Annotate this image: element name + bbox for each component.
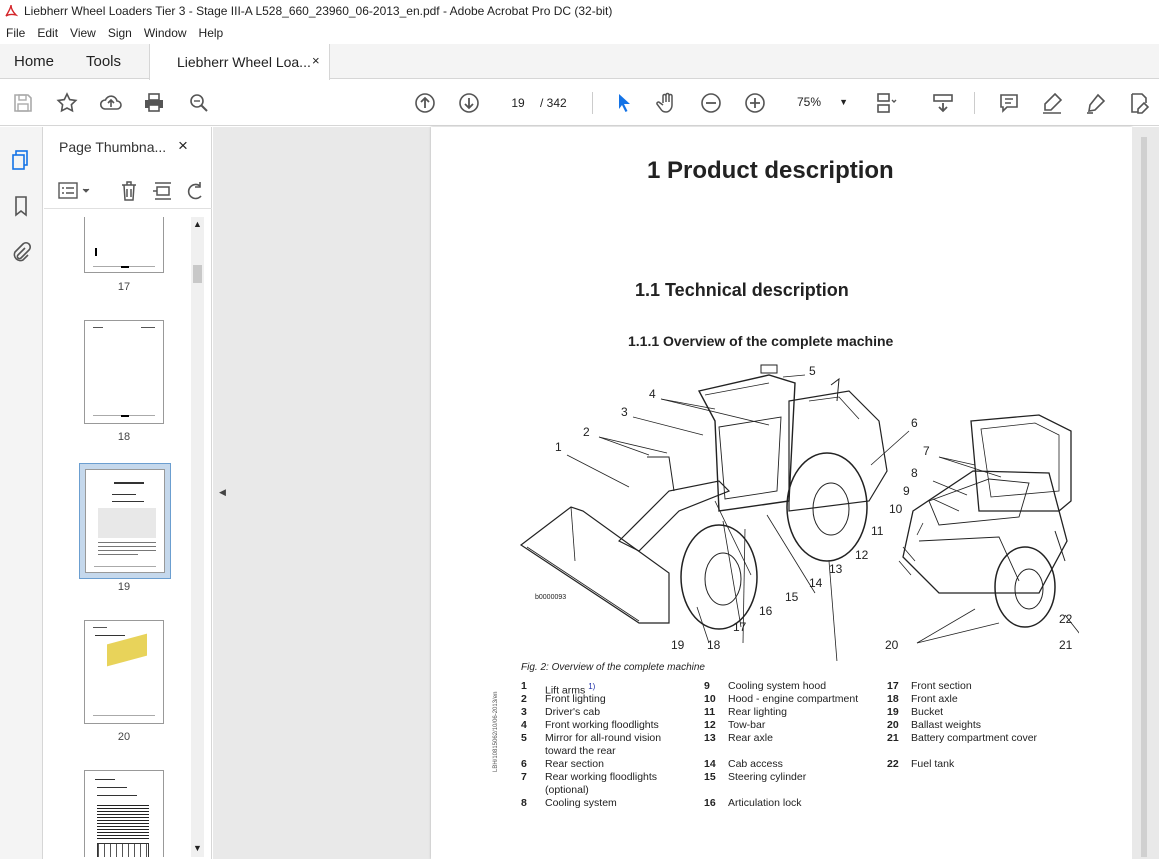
legend-item: 2 Front lighting [521,693,606,705]
previous-page-icon[interactable] [413,91,437,115]
legend-item: 6 Rear section [521,758,604,770]
document-side-code: LBH/10815062/10/06-2013/en [493,691,499,772]
page-display-icon[interactable] [874,91,898,115]
heading-1: 1 Product description [647,157,894,184]
callout-number: 2 [583,425,590,439]
scroll-down-icon[interactable]: ▼ [193,843,202,853]
hand-tool-icon[interactable] [655,91,679,115]
legend-item: 7 Rear working floodlights (optional) [521,771,658,796]
callout-number: 12 [855,548,869,562]
legend-item: 18 Front axle [887,693,958,705]
page-thumbnails-icon[interactable] [10,149,32,171]
callout-number: 19 [671,638,685,652]
heading-3: 1.1.1 Overview of the complete machine [628,333,894,349]
callout-number: 4 [649,387,656,401]
menu-view[interactable]: View [70,26,96,40]
callout-number: 15 [785,590,799,604]
tab-bar [0,44,1159,79]
toolbar-divider [974,92,975,114]
callout-number: 17 [733,620,747,634]
zoom-out-icon[interactable] [699,91,723,115]
upload-cloud-icon[interactable] [99,91,123,115]
thumbnail-page[interactable] [84,217,164,273]
next-page-icon[interactable] [457,91,481,115]
callout-number: 9 [903,484,910,498]
legend-item: 9 Cooling system hood [704,680,827,692]
legend-item: 8 Cooling system [521,797,617,809]
toolbar [0,80,1159,126]
collapse-panel-handle[interactable] [213,127,232,859]
thumbnail-page-number: 18 [117,431,131,443]
legend-item: 13 Rear axle [704,732,773,744]
page-number-input[interactable]: 19 [501,92,535,114]
menu-bar [0,22,1159,44]
zoom-level-value: 75% [797,95,822,109]
menu-sign[interactable]: Sign [107,26,132,40]
print-icon[interactable] [142,91,166,115]
panel-toolbar [44,173,212,209]
bookmark-icon[interactable] [10,195,32,217]
callout-number: 5 [809,364,816,378]
legend-item: 14 Cab access [704,758,783,770]
callout-number: 14 [809,576,823,590]
insert-pages-icon[interactable] [152,180,174,202]
pdf-page [431,127,1132,859]
callout-number: 7 [923,444,930,458]
tab-document-label: Liebherr Wheel Loa... [177,54,311,70]
callout-number: 6 [911,416,918,430]
close-tab-icon[interactable]: × [312,53,320,68]
heading-2: 1.1 Technical description [635,280,849,300]
legend-item: 3 Driver's cab [521,706,601,718]
sign-pen-icon[interactable] [1084,91,1108,115]
tab-home[interactable]: Home [14,53,55,70]
callout-number: 13 [829,562,843,576]
options-menu-icon[interactable] [58,181,92,201]
document-area [232,127,1159,859]
trash-icon[interactable] [119,180,139,202]
thumbnail-page[interactable] [84,320,164,424]
figure-caption: Fig. 2: Overview of the complete machine [521,662,705,673]
thumbnail-preview [85,469,165,573]
edit-pdf-icon[interactable] [1127,91,1151,115]
callout-number: 8 [911,466,918,480]
thumbnail-page-number: 20 [117,731,131,743]
close-panel-icon[interactable]: × [178,136,188,155]
comment-icon[interactable] [997,91,1021,115]
zoom-level-select[interactable] [790,92,854,114]
legend-item: 11 Rear lighting [704,706,787,718]
callout-number: 22 [1059,612,1073,626]
callout-number: 1 [555,440,562,454]
document-scrollbar[interactable] [1132,127,1159,859]
scroll-mode-icon[interactable] [931,91,955,115]
thumbnail-list [44,217,190,857]
collapse-left-icon: ◀ [219,487,226,497]
legend-item: 5 Mirror for all-round vision toward the rear [521,732,662,757]
thumbnail-page-selected[interactable] [79,463,171,579]
zoom-search-icon[interactable] [187,91,211,115]
callout-number: 11 [871,524,884,538]
acrobat-logo-icon [4,4,18,18]
thumbnail-scrollbar[interactable] [191,217,204,857]
legend-item: 10 Hood - engine compartment [704,693,859,705]
scrollbar-thumb[interactable] [193,265,202,283]
wheel-loader-figure [519,361,1079,661]
save-icon[interactable] [11,91,35,115]
callout-number: 18 [707,638,721,652]
rotate-icon[interactable] [184,180,204,202]
legend-item: 16 Articulation lock [704,797,802,809]
callout-number: 21 [1059,638,1073,652]
highlight-pen-icon[interactable] [1040,91,1064,115]
callout-number: 20 [885,638,899,652]
legend-item: 20 Ballast weights [887,719,982,731]
panel-title: Page Thumbna... [59,139,167,155]
menu-window[interactable]: Window [143,26,187,40]
thumbnail-page-number: 17 [117,281,131,293]
window-title: Liebherr Wheel Loaders Tier 3 - Stage III-A L528_660_23960_06-2013_en.pdf - Adobe Acrobat Pro DC (32-bit) [24,4,613,18]
thumbnail-page[interactable] [84,770,164,857]
tab-document[interactable] [149,44,330,80]
legend-item: 21 Battery compartment cover [887,732,1038,744]
toolbar-divider [592,92,593,114]
legend-item: 4 Front working floodlights [521,719,659,731]
legend-item: 1 Lift arms $^{1)}$ [521,680,596,697]
legend-item: 17 Front section [887,680,972,692]
select-cursor-icon[interactable] [612,91,636,115]
thumbnail-panel [44,127,212,859]
left-rail [0,127,43,859]
attachment-icon[interactable] [10,241,32,263]
menu-help[interactable]: Help [198,26,224,40]
chevron-down-icon: ▼ [839,97,848,107]
star-icon[interactable] [55,91,79,115]
legend-item: 12 Tow-bar [704,719,766,731]
thumbnail-page[interactable] [84,620,164,724]
menu-edit[interactable]: Edit [37,26,59,40]
legend-item: 22 Fuel tank [887,758,955,770]
menu-file[interactable]: File [6,26,26,40]
title-bar [0,0,1159,22]
callout-number: 3 [621,405,628,419]
callout-number: 10 [889,502,903,516]
zoom-in-icon[interactable] [743,91,767,115]
legend-item: 19 Bucket [887,706,944,718]
tab-tools[interactable]: Tools [86,53,122,70]
scroll-up-icon[interactable]: ▲ [193,219,202,229]
scrollbar-track [1141,137,1147,857]
figure-code: b0000093 [535,594,567,601]
callout-number: 16 [759,604,773,618]
legend-item: 15 Steering cylinder [704,771,807,783]
page-total: / 342 [540,96,567,110]
thumbnail-page-number: 19 [117,581,131,593]
